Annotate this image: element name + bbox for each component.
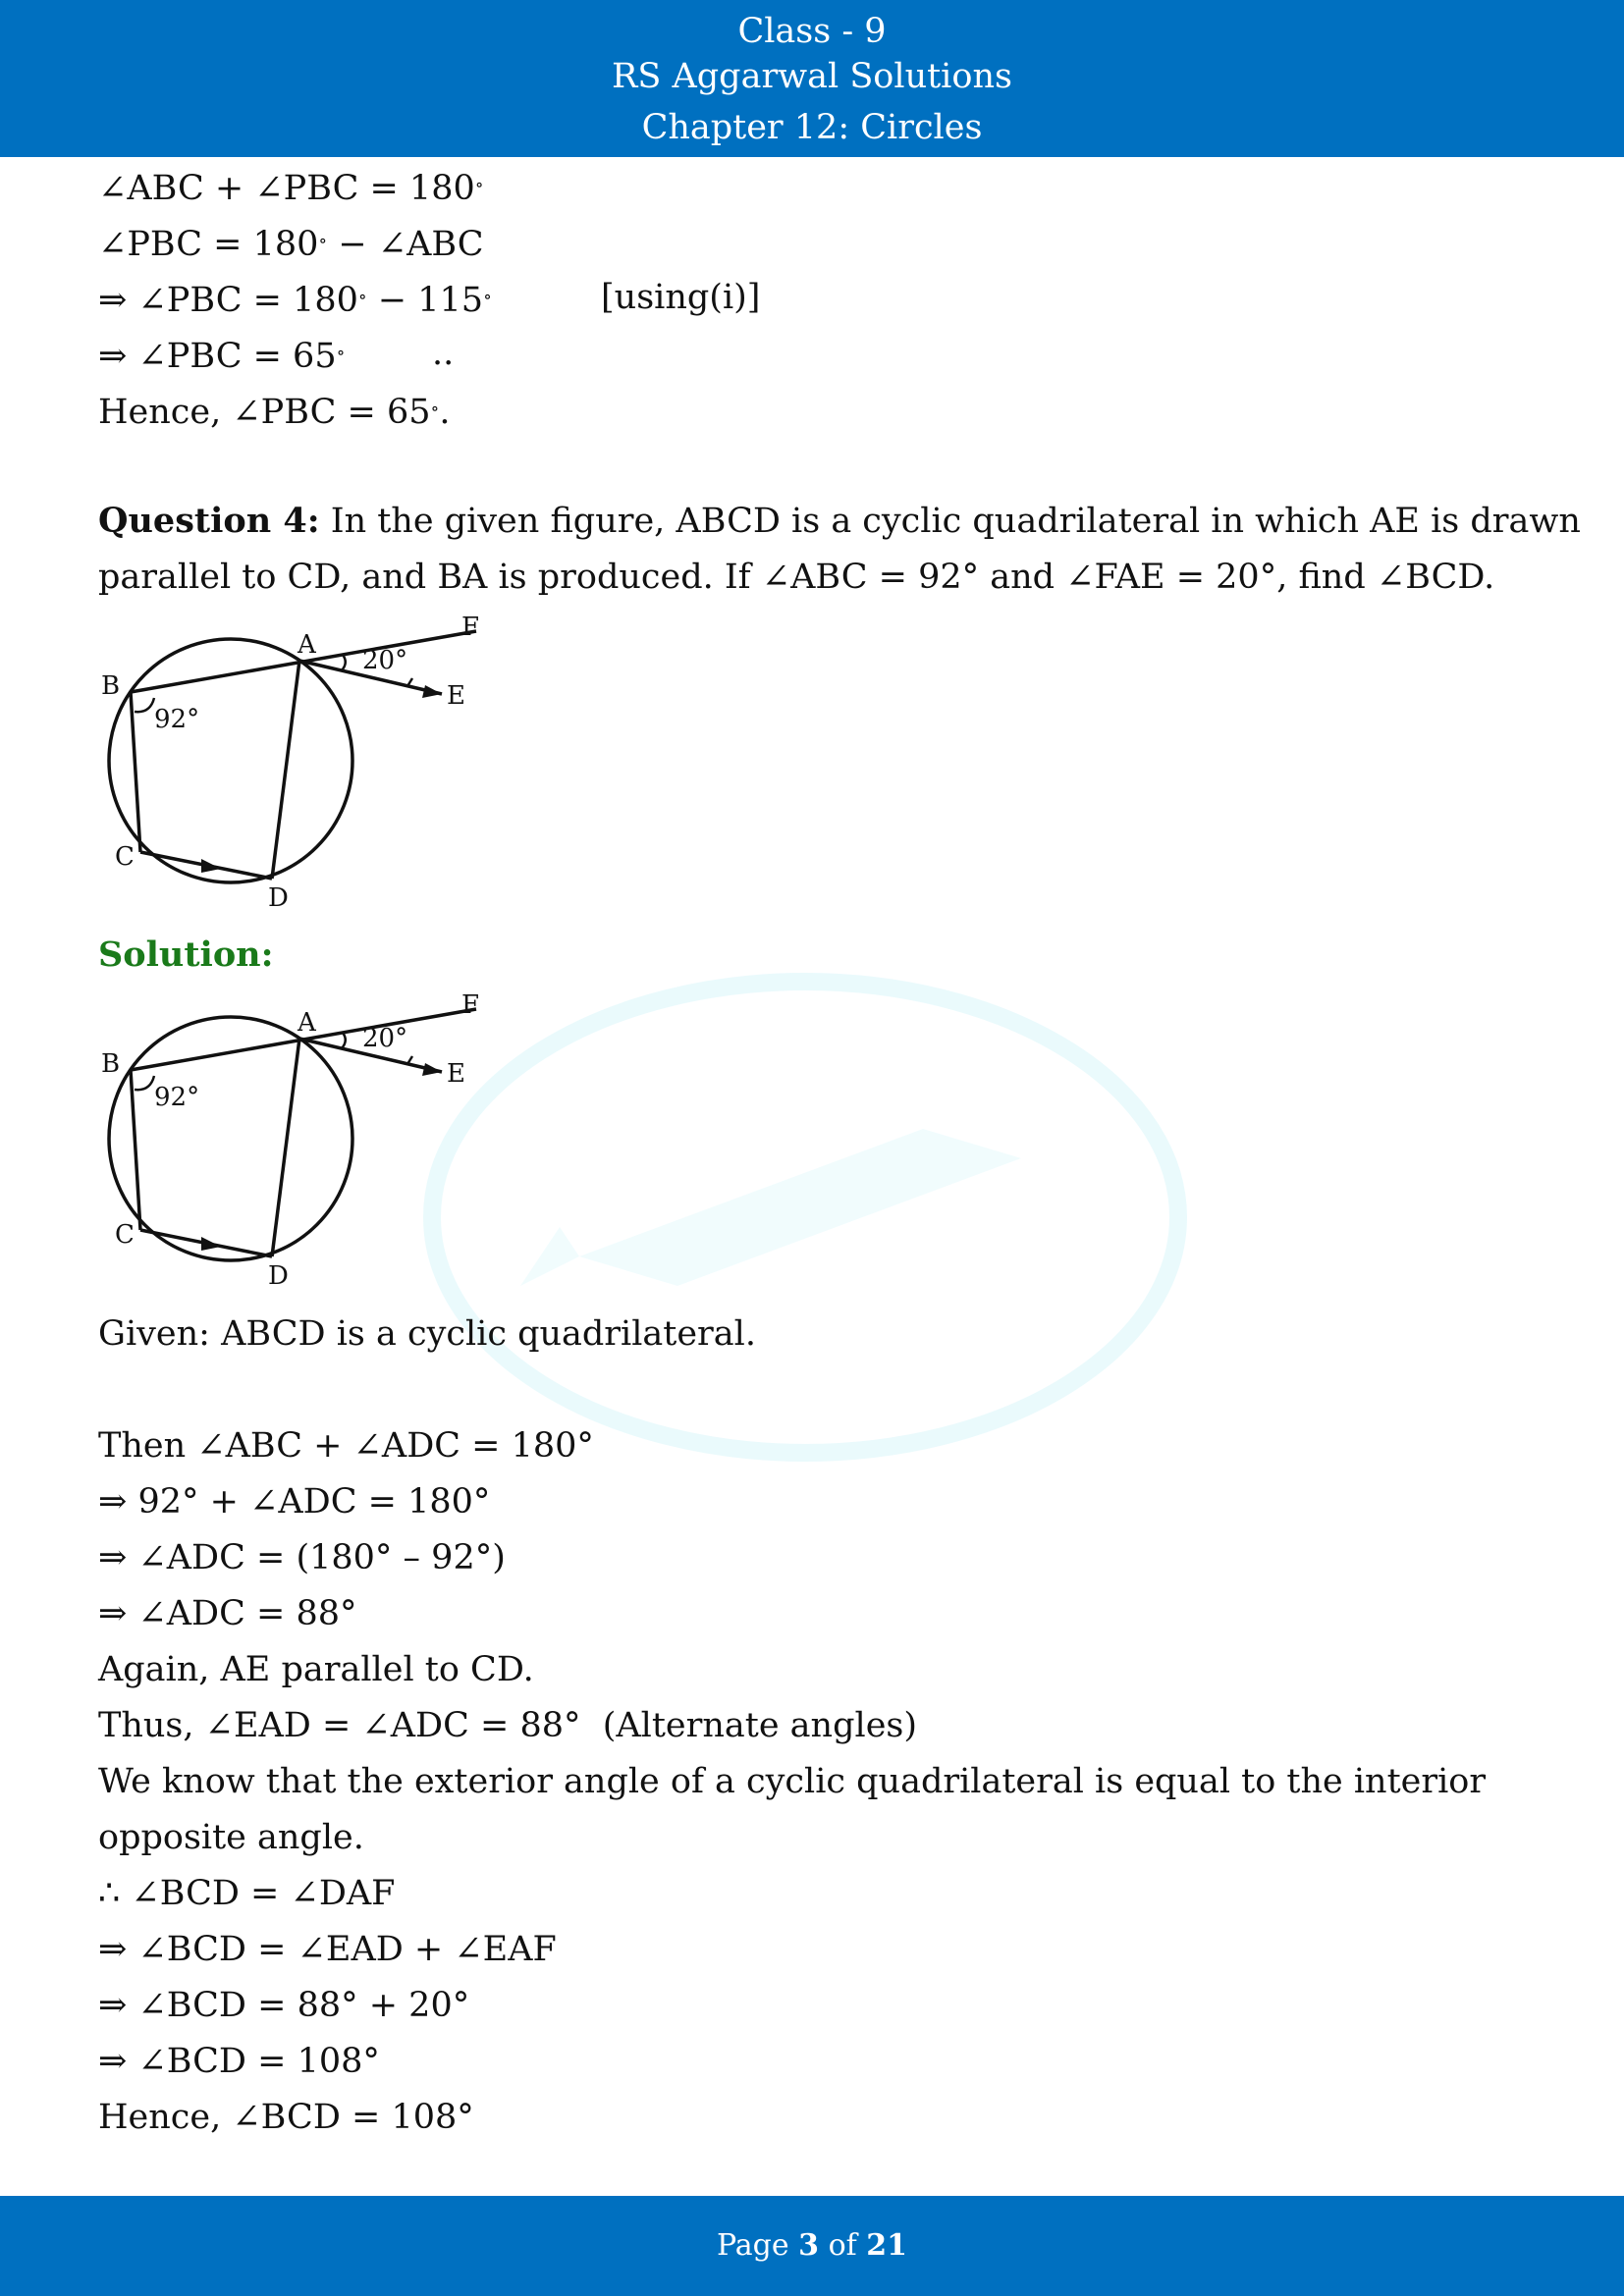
- figure-label-f: F: [461, 614, 480, 642]
- solution-line: Again, AE parallel to CD.: [98, 1650, 534, 1689]
- question-figure: [93, 614, 506, 913]
- footer-total-pages: 21: [866, 2228, 908, 2263]
- figure-angle-b: 92°: [154, 705, 200, 734]
- question-line-1: Question 4: In the given figure, ABCD is a cyclic quadrilateral in which AE is drawn: [98, 501, 1581, 541]
- figure-label-f: F: [461, 991, 480, 1020]
- figure-label-c: C: [115, 1220, 135, 1250]
- solution-line: We know that the exterior angle of a cyclic quadrilateral is equal to the interior: [98, 1762, 1487, 1801]
- prev-line-4-dots: ..: [432, 334, 455, 373]
- prev-line-5: Hence, ∠PBC = 65∘.: [98, 393, 451, 432]
- prev-line-2: ∠PBC = 180∘ − ∠ABC: [98, 225, 484, 264]
- figure-label-d: D: [268, 883, 289, 913]
- header-chapter: Chapter 12: Circles: [641, 108, 983, 147]
- figure-label-a: A: [298, 1008, 316, 1038]
- figure-label-c: C: [115, 842, 135, 872]
- header-book: RS Aggarwal Solutions: [612, 57, 1012, 96]
- solution-line: ⇒ ∠ADC = (180° – 92°): [98, 1538, 506, 1577]
- prev-line-3: ⇒ ∠PBC = 180∘ − 115∘: [98, 281, 492, 320]
- figure-label-b: B: [101, 671, 121, 701]
- solution-line: ⇒ ∠BCD = ∠EAD + ∠EAF: [98, 1930, 557, 1969]
- prev-line-4: ⇒ ∠PBC = 65∘: [98, 337, 346, 376]
- figure-label-a: A: [298, 630, 316, 660]
- prev-line-1: ∠ABC + ∠PBC = 180∘: [98, 169, 484, 208]
- footer-page-word: Page: [716, 2228, 799, 2263]
- footer-current-page: 3: [798, 2228, 820, 2263]
- figure-angle-a: 20°: [362, 646, 408, 675]
- solution-figure: [93, 991, 506, 1291]
- solution-line: ⇒ ∠ADC = 88°: [98, 1594, 357, 1633]
- header-class: Class - 9: [737, 12, 887, 51]
- solution-line: ∴ ∠BCD = ∠DAF: [98, 1874, 396, 1913]
- figure-label-d: D: [268, 1261, 289, 1291]
- solution-line-given: Given: ABCD is a cyclic quadrilateral.: [98, 1314, 756, 1354]
- solution-label: Solution:: [98, 934, 274, 975]
- solution-line: ⇒ ∠BCD = 108°: [98, 2042, 380, 2081]
- figure-label-e: E: [447, 1059, 465, 1089]
- figure-label-b: B: [101, 1049, 121, 1079]
- page-footer: [0, 2196, 1624, 2296]
- question-line-2: parallel to CD, and BA is produced. If ∠ABC = 92° and ∠FAE = 20°, find ∠BCD.: [98, 558, 1495, 597]
- figure-angle-a: 20°: [362, 1024, 408, 1053]
- solution-line-final: Hence, ∠BCD = 108°: [98, 2098, 474, 2137]
- prev-line-3-reference: [using(i)]: [601, 278, 761, 317]
- solution-line: opposite angle.: [98, 1818, 364, 1857]
- footer-of-word: of: [819, 2228, 867, 2263]
- solution-line: ⇒ 92° + ∠ADC = 180°: [98, 1482, 491, 1522]
- studypath-watermark-logo: [412, 962, 1198, 1472]
- solution-line: ⇒ ∠BCD = 88° + 20°: [98, 1986, 470, 2025]
- figure-label-e: E: [447, 681, 465, 711]
- question-label: Question 4:: [98, 501, 320, 541]
- figure-angle-b: 92°: [154, 1083, 200, 1112]
- solution-line: Thus, ∠EAD = ∠ADC = 88° (Alternate angles): [98, 1706, 918, 1745]
- page-header: [0, 0, 1624, 157]
- solution-line: Then ∠ABC + ∠ADC = 180°: [98, 1426, 594, 1466]
